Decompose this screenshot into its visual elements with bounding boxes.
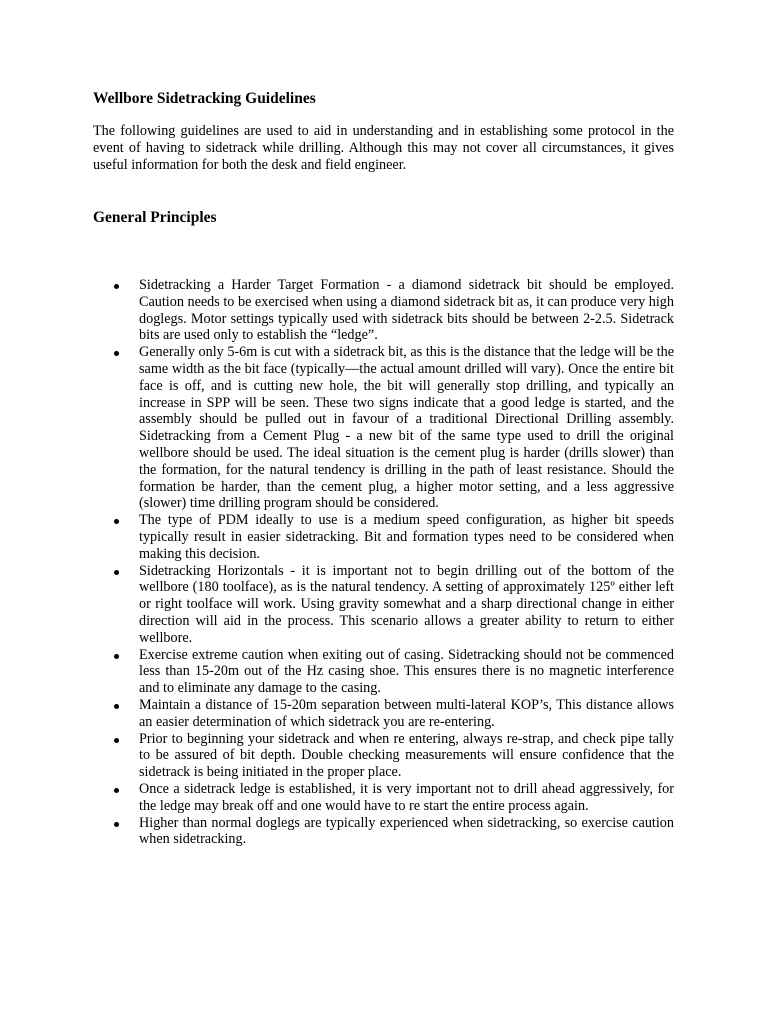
list-item <box>139 815 674 849</box>
list-item <box>139 731 674 781</box>
list-item-text: Maintain a distance of 15-20m separation between multi-lateral KOP’s, This distance allows an easier determination of which sidetrack you are re-entering. <box>139 696 674 730</box>
bullet-icon <box>114 822 119 827</box>
section-heading: General Principles <box>93 209 217 226</box>
list-item-text: Higher than normal doglegs are typically experienced when sidetracking, so exercise caution when sidetracking. <box>139 814 674 848</box>
list-item <box>139 647 674 697</box>
intro-paragraph: The following guidelines are used to aid in understanding and in establishing some protocol in the event of having to sidetrack while drilling. Although this may not cover all circumstances, it gives useful information for both the desk and field engineer. <box>93 123 674 173</box>
list-item <box>139 344 674 512</box>
list-item-text: Sidetracking Horizontals - it is important not to begin drilling out of the bottom of the wellbore (180 toolface), as is the natural tendency. A setting of approximately 125º either left or right toolface will work. Using gravity somewhat and a sharp directional change in either direction will aid in the process. This scenario allows a greater ability to return to either wellbore. <box>139 562 674 646</box>
list-item <box>139 697 674 731</box>
list-item <box>139 512 674 562</box>
bullet-icon <box>114 570 119 575</box>
list-item-text: Exercise extreme caution when exiting out of casing. Sidetracking should not be commenced less than 15-20m out of the Hz casing shoe. This ensures there is no magnetic interference and to eliminate any damage to the casing. <box>139 646 674 697</box>
bullet-icon <box>114 704 119 709</box>
bullet-icon <box>114 284 119 289</box>
bullet-icon <box>114 654 119 659</box>
guideline-list <box>139 277 674 848</box>
list-item <box>139 563 674 647</box>
bullet-icon <box>114 351 119 356</box>
list-item-text: Once a sidetrack ledge is established, it is very important not to drill ahead aggressively, for the ledge may break off and one would have to re start the entire process again. <box>139 780 674 814</box>
list-item <box>139 781 674 815</box>
list-item <box>139 277 674 344</box>
bullet-icon <box>114 788 119 793</box>
list-item-text: The type of PDM ideally to use is a medium speed configuration, as higher bit speeds typically result in easier sidetracking. Bit and formation types need to be considered when making this decision. <box>139 512 674 562</box>
list-item-text: Prior to beginning your sidetrack and when re entering, always re-strap, and check pipe tally to be assured of bit depth. Double checking measurements will ensure confidence that the sidetrack is being initiated in the proper place. <box>139 730 674 781</box>
bullet-icon <box>114 519 119 524</box>
page-title: Wellbore Sidetracking Guidelines <box>93 90 316 107</box>
list-item-text: Generally only 5-6m is cut with a sidetrack bit, as this is the distance that the ledge will be the same width as the bit face (typically—the actual amount drilled will vary). Once the entire bit face is off, and is cutting new hole, the bit will generally stop drilling, and typically an increase in SPP will be seen. These two signs indicate that a good ledge is started, and the assembly should be pulled out in favour of a traditional Directional Drilling assembly. Sidetracking from a Cement Plug - a new bit of the same type used to drill the original wellbore should be used. The ideal situation is the cement plug is harder (drills slower) than the formation, for the natural tendency is drilling in the path of least resistance. Should the formation be harder, than the cement plug, a higher motor setting, and a less aggressive (slower) time drilling program should be considered. <box>139 344 674 512</box>
list-item-text: Sidetracking a Harder Target Formation - a diamond sidetrack bit should be employed. Caution needs to be exercised when using a diamond sidetrack bit as, it can produce very high doglegs. Motor settings typically used with sidetrack bits should be between 2-2.5. Sidetrack bits are used only to establish the “ledge”. <box>139 277 674 344</box>
bullet-icon <box>114 738 119 743</box>
